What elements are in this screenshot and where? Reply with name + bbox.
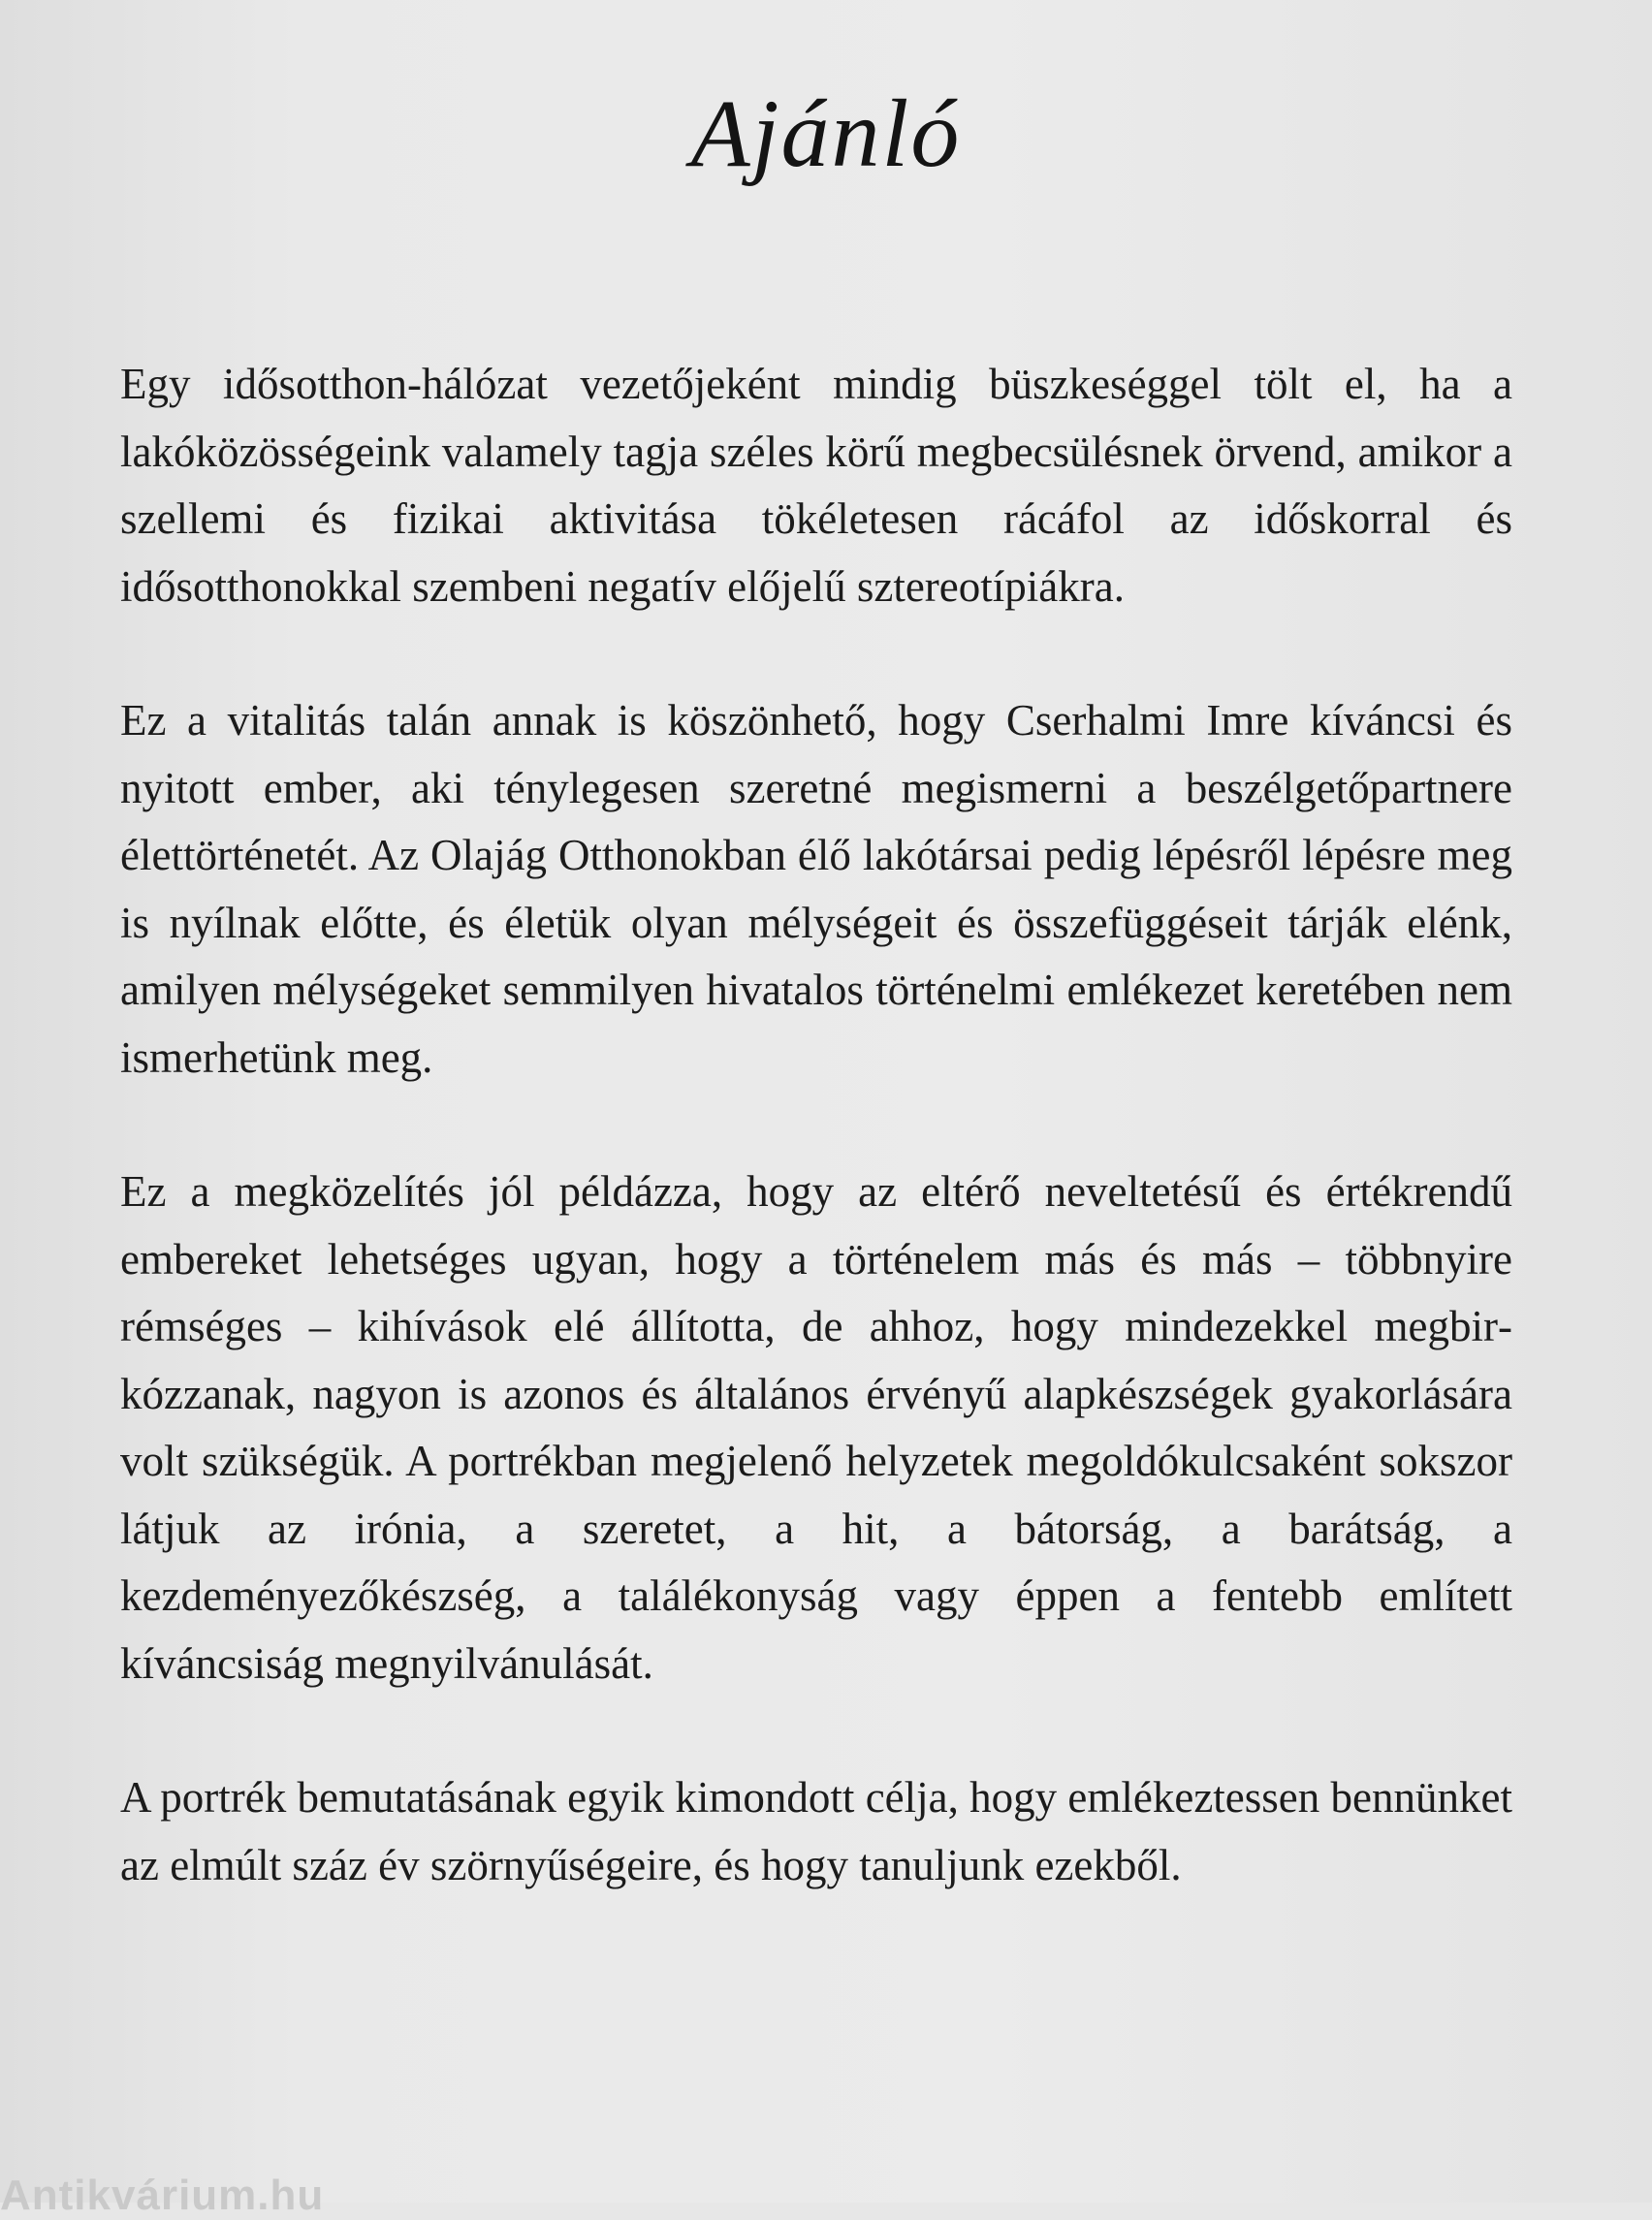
paragraph-2: Ez a vitalitás talán annak is köszönhető, hogy Cserhalmi Imre kíváncsi és nyitott ember, aki ténylegesen szeretné megismerni a beszélgetőpartnere élettörténetét. Az Olajág Otthonokban élő lakótársai pedig lépésről lépésre meg is nyílnak előtte, és életük olyan mélységeit és összefüggéseit tárják elénk, amilyen mélységeket semmilyen hivatalos történelmi emlékezet keretében nem ismerhetünk meg.	[120, 696, 1512, 1082]
watermark: Antikvárium.hu	[0, 2172, 325, 2219]
paragraph-3: Ez a megközelítés jól példázza, hogy az eltérő neveltetésű és értékrendű embereket lehetséges ugyan, hogy a történelem más és más – többnyire rémséges – kihívások elé állította, de ahhoz, hogy mindezekkel megbirkózzanak, nagyon is azonos és általános érvényű alapkészségek gyakorlására volt szükségük. A portrékban megjelenő helyzetek megoldókulcsaként sokszor látjuk az irónia, a szeretet, a hit, a bátorság, a barátság, a kezdeményezőkészség, a találékonyság vagy éppen a fentebb említett kíváncsiság megnyilvánulását.	[120, 1167, 1512, 1688]
page-title: Ajánló	[690, 79, 962, 187]
paragraph-4: A portrék bemutatásának egyik kimondott célja, hogy emlékeztessen bennünket az elmúlt száz év szörnyűségeire, és hogy tanuljunk ezekből.	[120, 1773, 1512, 1889]
paragraph-1: Egy idősotthon-hálózat vezetőjeként mindig büszkeséggel tölt el, ha a lakóközösségeink valamely tagja széles körű megbecsülésnek örvend, amikor a szellemi és fizikai aktivitása tökéletesen rácáfol az időskorral és idősotthonokkal szembeni negatív előjelű sztereotípiákra.	[120, 360, 1512, 611]
body-text	[120, 351, 1512, 1899]
